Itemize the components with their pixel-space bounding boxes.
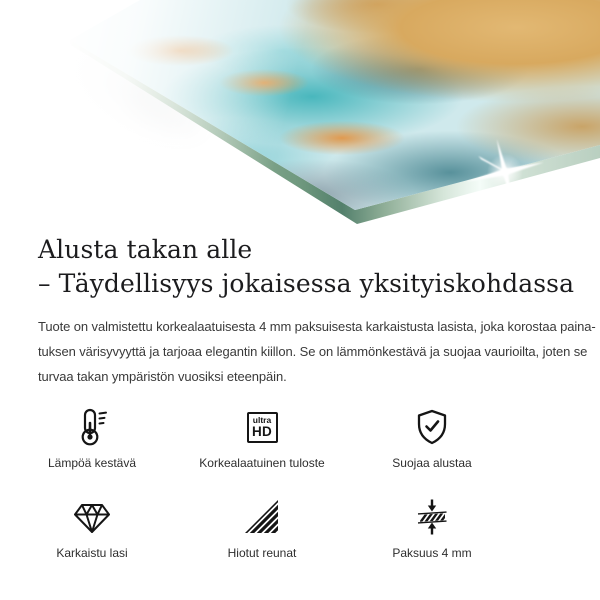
icon-cell [243,496,281,538]
icon-cell [72,496,112,538]
feature-label: Suojaa alustaa [392,456,472,470]
page-title-line2: – Täydellisyys jokaisessa yksityiskohdassa [38,269,575,298]
feature-thickness [347,496,517,560]
polished-edges-icon [243,498,281,536]
feature-protects-base [347,406,517,470]
feature-label: Paksuus 4 mm [392,546,472,560]
feature-tempered-glass [7,496,177,560]
description-line: turvaa takan ympäristön vuosiksi eteenpäin. [38,369,287,384]
feature-heat-resistant [7,406,177,470]
diamond-icon [72,498,112,536]
feature-high-quality-print [177,406,347,470]
feature-label: Lämpöä kestävä [47,456,137,470]
page-title-line1: Alusta takan alle [38,235,253,264]
product-description-text [38,314,600,389]
feature-label: Karkaistu lasi [56,546,128,560]
page-title [38,233,600,301]
thermometer-icon [72,407,112,447]
icon-cell [72,406,112,448]
icon-cell [247,406,278,448]
ultra-hd-icon-text-bottom: HD [252,424,272,439]
icon-cell [412,406,452,448]
thickness-icon [412,497,452,537]
feature-label: Hiotut reunat [227,546,297,560]
feature-polished-edges [177,496,347,560]
description-line: tuksen värisyvyyttä ja tarjoaa elegantin kiillon. Se on lämmönkestävä ja suojaa vaurioilta, joten se [38,344,588,359]
description-line: Tuote on valmistettu korkealaatuisesta 4 mm paksuisesta karkaistusta lasista, joka korostaa paina- [38,319,596,334]
feature-grid [7,406,600,560]
shield-check-icon [412,407,452,447]
product-photo [0,0,600,230]
product-description-section [0,233,600,560]
ultra-hd-icon-text-top: ultra [252,414,272,425]
icon-cell [412,496,452,538]
ultra-hd-icon [247,412,278,443]
feature-label: Korkealaatuinen tuloste [199,456,325,470]
